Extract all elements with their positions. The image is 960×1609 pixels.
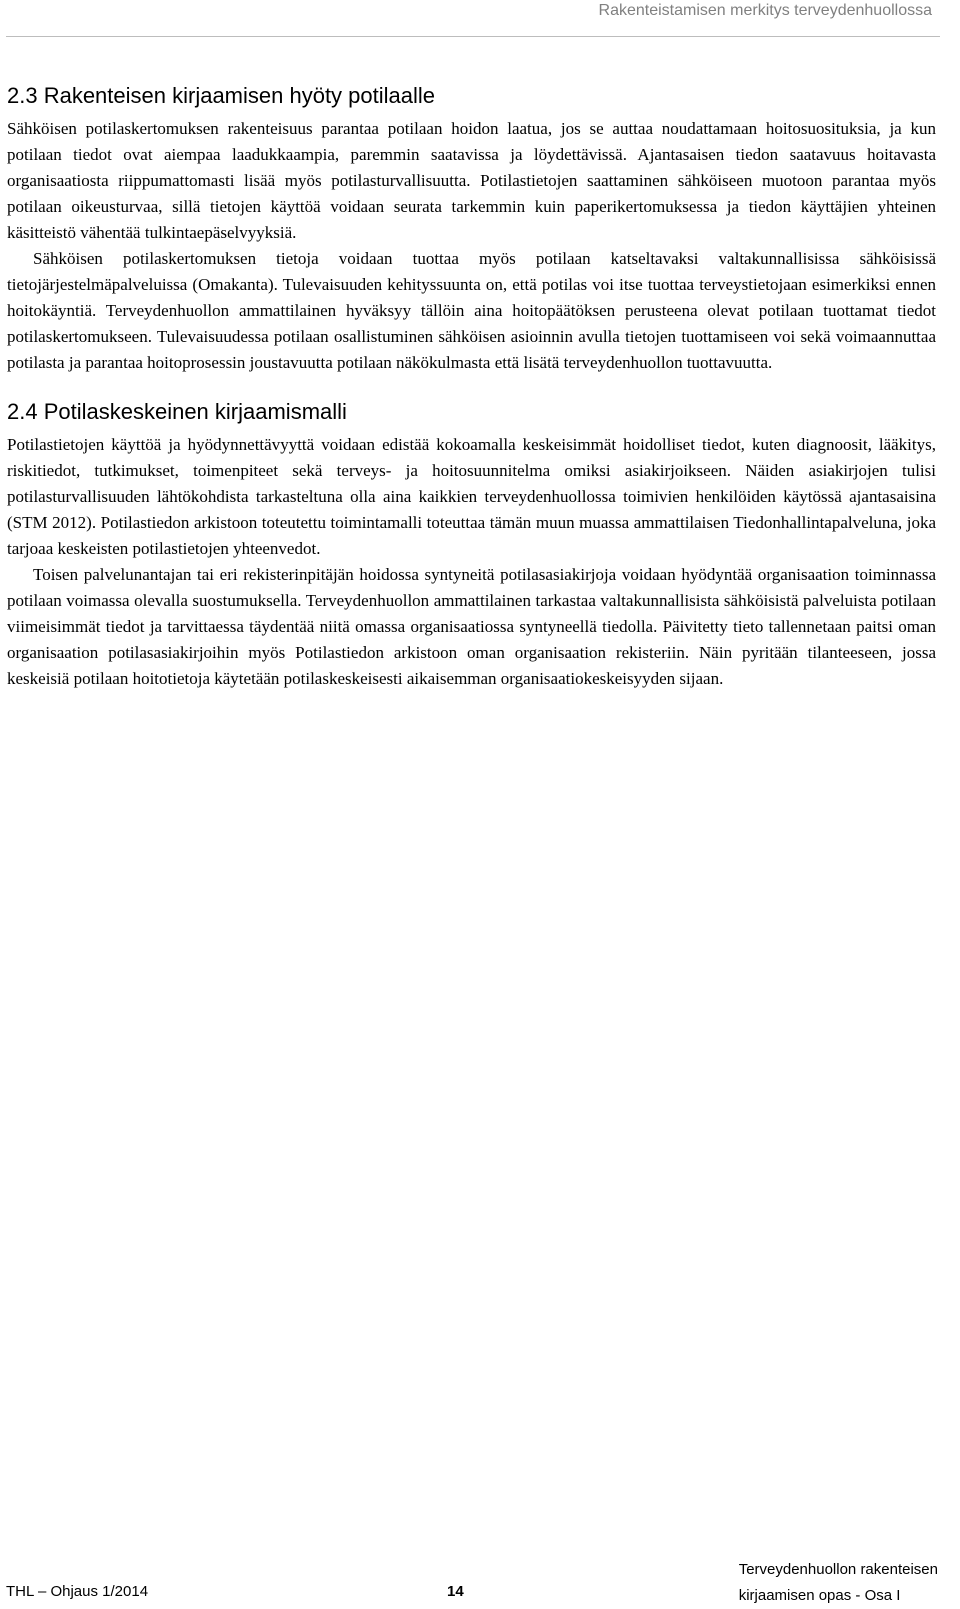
footer-publisher: THL – Ohjaus 1/2014	[6, 1583, 149, 1600]
section-2-3-heading: 2.3 Rakenteisen kirjaamisen hyöty potilaalle	[7, 83, 436, 108]
section-2-3	[7, 80, 936, 376]
section-2-4	[7, 396, 936, 692]
footer-document-title	[739, 1557, 938, 1609]
section-2-4-paragraph-1: Potilastietojen käyttöä ja hyödynnettävyyttä voidaan edistää kokoamalla keskeisimmät hoidolliset tiedot, kuten diagnoosit, lääkitys, riskitiedot, tutkimukset, toimenpiteet sekä terveys- ja hoitosuunnitelma omiksi asiakirjoikseen. Näiden asiakirjojen tulisi potilasturvallisuuden lähtökohdista tarkasteltuna olla aina kaikkien terveydenhuollossa toimivien henkilöiden käytössä ajantasaisina (STM 2012). Potilastiedon arkistoon toteutettu toimintamalli toteuttaa tämän muun muassa ammattilaisen Tiedonhallintapalveluna, joka tarjoaa keskeisten potilastietojen yhteenvedot.	[7, 435, 936, 558]
running-header: Rakenteistamisen merkitys terveydenhuollossa	[598, 2, 932, 19]
footer-page-number: 14	[447, 1583, 464, 1600]
page-content	[7, 80, 936, 692]
page-footer	[0, 1550, 960, 1605]
footer-title-line-2: kirjaamisen opas - Osa I	[738, 1587, 901, 1604]
section-2-4-heading: 2.4 Potilaskeskeinen kirjaamismalli	[7, 399, 347, 424]
header-divider	[6, 36, 940, 37]
footer-title-line-1: Terveydenhuollon rakenteisen	[738, 1561, 938, 1578]
section-2-3-paragraph-2: Sähköisen potilaskertomuksen tietoja voidaan tuottaa myös potilaan katseltavaksi valtakunnallisissa sähköisissä tietojärjestelmäpalveluissa (Omakanta). Tulevaisuuden kehityssuunta on, että potilas voi itse tuottaa terveystietojaan esimerkiksi ennen hoitokäyntiä. Terveydenhuollon ammattilainen hyväksyy tällöin aina hoitopäätöksen perusteena olevat potilaan tuottamat tiedot potilaskertomukseen. Tulevaisuudessa potilaan osallistuminen sähköisen asioinnin avulla tietojen tuottamiseen voi sekä voimaannuttaa potilasta ja parantaa hoitoprosessin joustavuutta potilaan näkökulmasta että lisätä terveydenhuollon tuottavuutta.	[7, 249, 936, 372]
section-2-4-paragraph-2: Toisen palvelunantajan tai eri rekisterinpitäjän hoidossa syntyneitä potilasasiakirjoja voidaan hyödyntää organisaation toiminnassa potilaan voimassa olevalla suostumuksella. Terveydenhuollon ammattilainen tarkastaa valtakunnallisista sähköisistä palveluista potilaan viimeisimmät tiedot ja tarvittaessa täydentää niitä omassa organisaatiossa syntyneellä tiedolla. Päivitetty tieto tallennetaan paitsi oman organisaation potilasasiakirjoihin myös Potilastiedon arkistoon oman organisaation rekisteriin. Näin pyritään tilanteeseen, jossa keskeisiä potilaan hoitotietoja käytetään potilaskeskeisesti aikaisemman organisaatiokeskeisyyden sijaan.	[7, 565, 936, 688]
section-2-3-paragraph-1: Sähköisen potilaskertomuksen rakenteisuus parantaa potilaan hoidon laatua, jos se auttaa noudattamaan hoitosuosituksia, ja kun potilaan tiedot ovat aiempaa laadukkaampia, paremmin saatavissa ja löydettävissä. Ajantasaisen tiedon saatavuus hoitavasta organisaatiosta riippumattomasti lisää myös potilasturvallisuutta. Potilastietojen saattaminen sähköiseen muotoon parantaa myös potilaan oikeusturvaa, sillä tietojen käyttöä voidaan seurata tarkemmin kuin paperikertomuksessa ja tiedon käyttäjien yhteinen käsitteistö vähentää tulkintaepäselvyyksiä.	[7, 119, 936, 242]
